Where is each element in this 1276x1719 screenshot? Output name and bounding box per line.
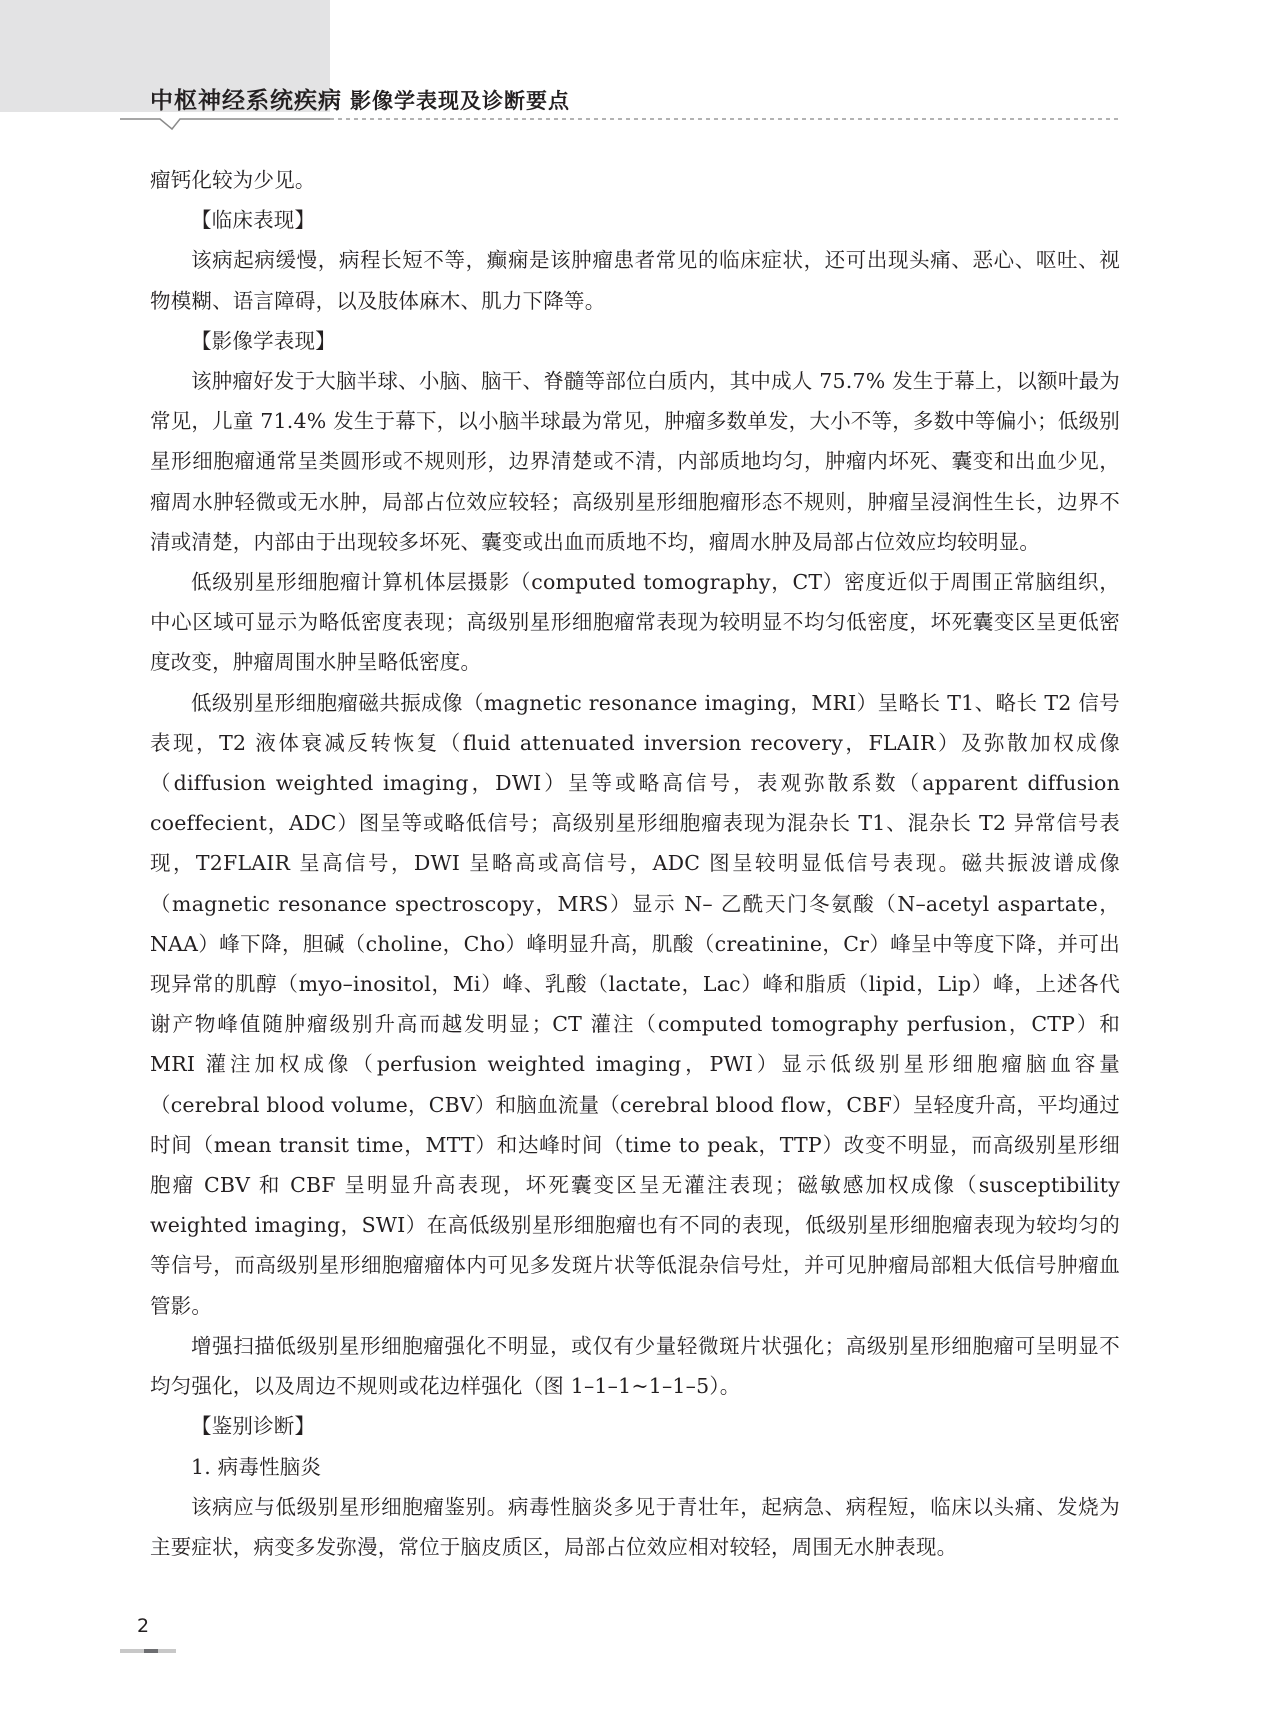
heading-differential-diagnosis: 【鉴别诊断】 bbox=[191, 1414, 316, 1439]
paragraph-enhancement: 增强扫描低级别星形细胞瘤强化不明显，或仅有少量轻微斑片状强化；高级别星形细胞瘤可呈明显不均匀强化，以及周边不规则或花边样强化（图 1–1–1~1–1–5）。 bbox=[150, 1333, 1120, 1399]
paragraph-clinical: 该病起病缓慢，病程长短不等，癫痫是该肿瘤患者常见的临床症状，还可出现头痛、恶心、呕吐、视物模糊、语言障碍，以及肢体麻木、肌力下降等。 bbox=[150, 248, 1120, 313]
paragraph-continued: 瘤钙化较为少见。 bbox=[150, 168, 316, 192]
page-number: 2 bbox=[137, 1615, 150, 1637]
paragraph-mri: 低级别星形细胞瘤磁共振成像（magnetic resonance imaging，MRI）呈略长 T1、略长 T2 信号表现，T2 液体衰减反转恢复（fluid attenuated inversion recovery，FLAIR）及弥散加权成像（diffusion weighted imaging，DWI）呈等或略高信号，表观弥散系数（apparent diffusion coeffecient，ADC）图呈等或略低信号；高级别星形细胞瘤表现为混杂长 T1、混杂长 T2 异常信号表现，T2FLAIR 呈高信号，DWI 呈略高或高信号，ADC 图呈较明显低信号表现。磁共振波谱成像（magnetic resonance spectroscopy，MRS）显示 N– 乙酰天门冬氨酸（N–acetyl aspartate，NAA）峰下降，胆碱（choline，Cho）峰明显升高，肌酸（creatinine，Cr）峰呈中等度下降，并可出现异常的肌醇（myo–inositol，Mi）峰、乳酸（lactate，Lac）峰和脂质（lipid，Lip）峰，上述各代谢产物峰值随肿瘤级别升高而越发明显；CT 灌注（computed tomography perfusion，CTP）和 MRI 灌注加权成像（perfusion weighted imaging，PWI）显示低级别星形细胞瘤脑血容量（cerebral blood volume，CBV）和脑血流量（cerebral blood flow，CBF）呈轻度升高，平均通过时间（mean transit time，MTT）和达峰时间（time to peak，TTP）改变不明显，而高级别星形细胞瘤 CBV 和 CBF 呈明显升高表现，坏死囊变区呈无灌注表现；磁敏感加权成像（susceptibility weighted imaging，SWI）在高低级别星形细胞瘤也有不同的表现，低级别星形细胞瘤表现为较均匀的等信号，而高级别星形细胞瘤瘤体内可见多发斑片状等低混杂信号灶，并可见肿瘤局部粗大低信号肿瘤血管影。 bbox=[150, 690, 1120, 1318]
running-header bbox=[150, 82, 570, 115]
header-book-subtitle: 影像学表现及诊断要点 bbox=[350, 89, 570, 113]
page-number-bar bbox=[120, 1649, 176, 1653]
subheading-viral-encephalitis: 1. 病毒性脑炎 bbox=[191, 1454, 322, 1479]
paragraph-ct: 低级别星形细胞瘤计算机体层摄影（computed tomography，CT）密度近似于周围正常脑组织，中心区域可显示为略低密度表现；高级别星形细胞瘤常表现为较明显不均匀低密度，坏死囊变区呈更低密度改变，肿瘤周围水肿呈略低密度。 bbox=[150, 570, 1120, 675]
header-rule bbox=[120, 118, 1120, 134]
page-body bbox=[150, 160, 1120, 1567]
paragraph-imaging-overview: 该肿瘤好发于大脑半球、小脑、脑干、脊髓等部位白质内，其中成人 75.7% 发生于幕上，以额叶最为常见，儿童 71.4% 发生于幕下，以小脑半球最为常见，肿瘤多数单发，大小不等，多数中等偏小；低级别星形细胞瘤通常呈类圆形或不规则形，边界清楚或不清，内部质地均匀，肿瘤内坏死、囊变和出血少见，瘤周水肿轻微或无水肿，局部占位效应较轻；高级别星形细胞瘤形态不规则，肿瘤呈浸润性生长，边界不清或清楚，内部由于出现较多坏死、囊变或出血而质地不均，瘤周水肿及局部占位效应均较明显。 bbox=[150, 369, 1120, 554]
header-book-title: 中枢神经系统疾病 bbox=[150, 88, 342, 114]
heading-imaging-findings: 【影像学表现】 bbox=[191, 328, 336, 353]
paragraph-viral-encephalitis: 该病应与低级别星形细胞瘤鉴别。病毒性脑炎多见于青壮年，起病急、病程短，临床以头痛、发烧为主要症状，病变多发弥漫，常位于脑皮质区，局部占位效应相对较轻，周围无水肿表现。 bbox=[150, 1494, 1120, 1559]
heading-clinical-presentation: 【临床表现】 bbox=[191, 208, 316, 233]
header-rule-solid bbox=[120, 119, 330, 129]
